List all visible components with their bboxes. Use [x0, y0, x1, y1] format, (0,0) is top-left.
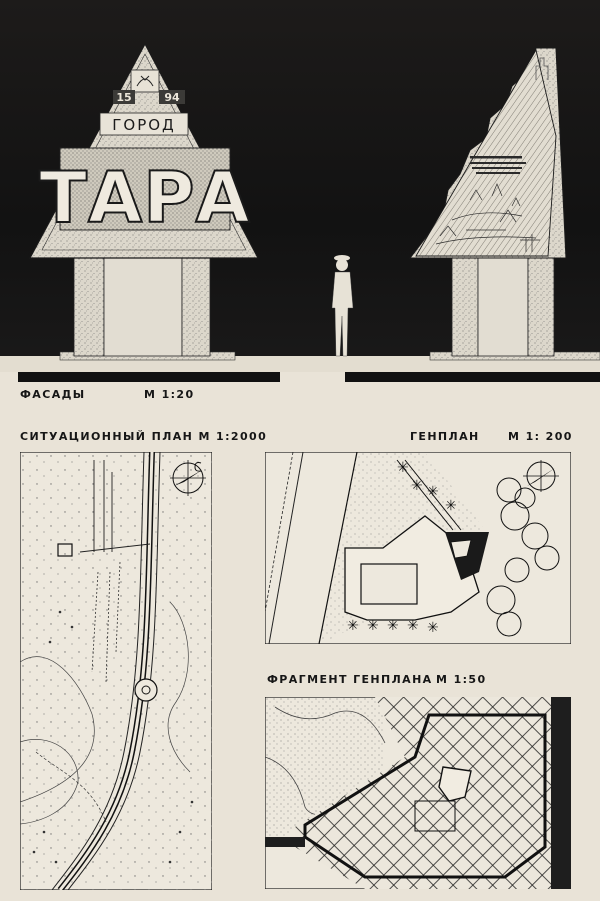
sign-word-small: ГОРОД [112, 116, 176, 134]
coat-of-arms-icon [131, 70, 159, 92]
general-plan-scale: М 1: 200 [508, 430, 573, 443]
svg-text:✳: ✳ [407, 618, 419, 634]
svg-text:✳: ✳ [347, 618, 359, 634]
site-marker-icon [135, 679, 157, 701]
svg-text:✳: ✳ [427, 484, 439, 500]
svg-text:✳: ✳ [411, 478, 423, 494]
svg-text:✳: ✳ [445, 498, 457, 514]
year-right-text: 94 [164, 91, 180, 104]
panorama-relief-panel [416, 50, 556, 256]
pylon-left-a [74, 258, 104, 356]
pylon-left-b [104, 258, 182, 356]
fragment-scale: М 1:50 [436, 673, 487, 686]
facades-title: ФАСАДЫ [20, 388, 86, 401]
general-plan-title: ГЕНПЛАН [410, 430, 480, 443]
year-left-text: 15 [116, 91, 132, 104]
pylon-left-c [182, 258, 210, 356]
human-scale-figure-icon [332, 255, 353, 356]
pylon-right-c [528, 258, 554, 356]
general-plan-drawing [265, 452, 571, 644]
fragment-plan-drawing [265, 697, 571, 889]
svg-text:✳: ✳ [387, 618, 399, 634]
situation-plan-drawing [20, 452, 212, 890]
svg-text:✳: ✳ [397, 460, 409, 476]
facades-scale: М 1:20 [144, 388, 195, 401]
pylon-right-b [478, 258, 528, 356]
facades-drawing [0, 0, 600, 385]
svg-text:✳: ✳ [367, 618, 379, 634]
fragment-title: ФРАГМЕНТ ГЕНПЛАНА [267, 673, 433, 686]
ground-band-left [18, 372, 280, 382]
pylon-right-a [452, 258, 478, 356]
situation-plan-title: СИТУАЦИОННЫЙ ПЛАН М 1:2000 [20, 430, 268, 443]
sign-word-big: ТАРА [39, 157, 251, 239]
ground-band-right [345, 372, 600, 382]
svg-text:✳: ✳ [427, 620, 439, 636]
